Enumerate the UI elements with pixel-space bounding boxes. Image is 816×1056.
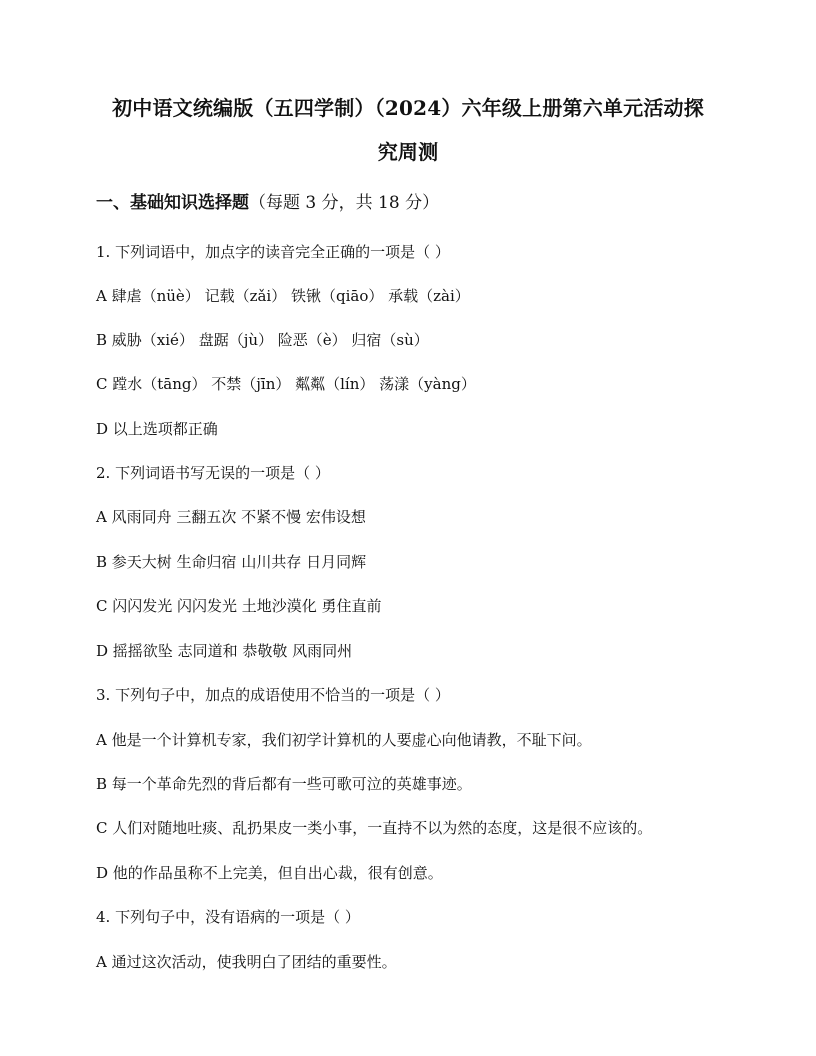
question-3-option-c: C 人们对随地吐痰、乱扔果皮一类小事，一直持不以为然的态度，这是很不应该的。: [96, 819, 653, 837]
section-heading-text: 一、基础知识选择题: [96, 193, 249, 213]
section-score-note: （每题 3 分，共 18 分）: [249, 193, 440, 213]
question-1-option-b: B 威胁（xié） 盘踞（jù） 险恶（è） 归宿（sù）: [96, 331, 429, 349]
question-3-option-a: A 他是一个计算机专家，我们初学计算机的人要虚心向他请教，不耻下问。: [96, 731, 592, 749]
question-4: 4. 下列句子中，没有语病的一项是（ ）: [96, 908, 360, 926]
question-3: 3. 下列句子中，加点的成语使用不恰当的一项是（ ）: [96, 686, 450, 704]
page-title-line-2: 究周测: [377, 140, 439, 164]
question-1-option-d: D 以上选项都正确: [96, 420, 218, 438]
question-3-option-b: B 每一个革命先烈的背后都有一些可歌可泣的英雄事迹。: [96, 775, 472, 793]
question-1-option-c: C 蹚水（tāng） 不禁（jīn） 粼粼（lín） 荡漾（yàng）: [96, 375, 476, 393]
question-1-option-a: A 肆虐（nüè） 记载（zǎi） 铁锹（qiāo） 承载（zài）: [96, 287, 470, 305]
question-2-option-c: C 闪闪发光 闪闪发光 土地沙漠化 勇住直前: [96, 597, 382, 615]
question-2-option-d: D 摇摇欲坠 志同道和 恭敬敬 风雨同州: [96, 642, 353, 660]
question-1: 1. 下列词语中，加点字的读音完全正确的一项是（ ）: [96, 243, 450, 261]
question-4-option-a: A 通过这次活动，使我明白了团结的重要性。: [96, 953, 397, 971]
question-2-option-b: B 参天大树 生命归宿 山川共存 日月同辉: [96, 553, 367, 571]
question-2-option-a: A 风雨同舟 三翻五次 不紧不慢 宏伟设想: [96, 508, 366, 526]
section-heading: [96, 191, 439, 215]
page-title-line-1: 初中语文统编版（五四学制）（2024）六年级上册第六单元活动探: [112, 96, 704, 120]
question-2: 2. 下列词语书写无误的一项是（ ）: [96, 464, 330, 482]
question-3-option-d: D 他的作品虽称不上完美，但自出心裁，很有创意。: [96, 864, 443, 882]
